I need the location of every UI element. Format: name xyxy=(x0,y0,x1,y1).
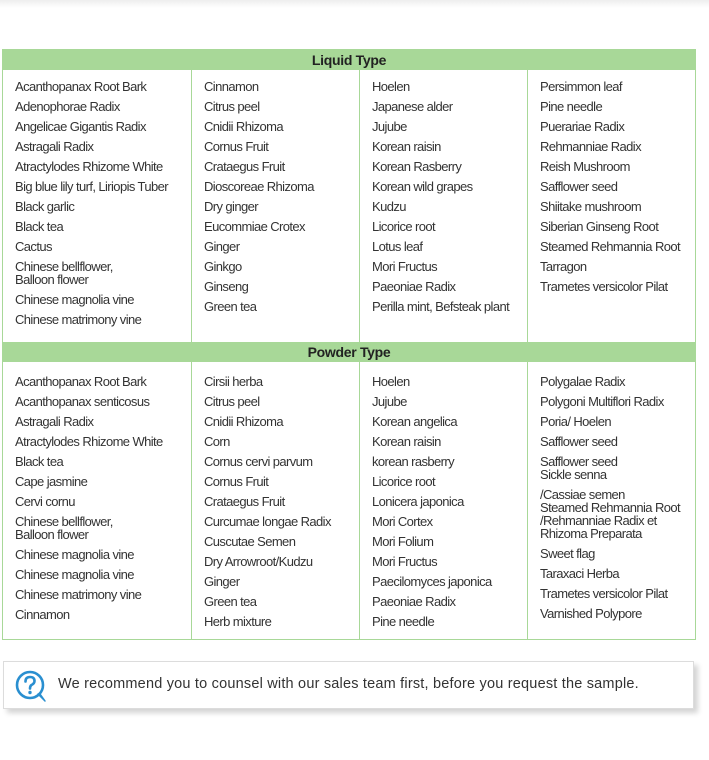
liquid-item: Steamed Rehmannia Root xyxy=(540,239,681,254)
liquid-item: Eucommiae Crotex xyxy=(204,219,305,234)
powder-item: Sweet flag xyxy=(540,546,595,561)
powder-item: Green tea xyxy=(204,594,257,609)
liquid-item: Angelicae Gigantis Radix xyxy=(15,119,146,134)
liquid-item: Siberian Ginseng Root xyxy=(540,219,659,234)
powder-item: Taraxaci Herba xyxy=(540,566,620,581)
powder-item: Corn xyxy=(204,434,230,449)
liquid-item: Big blue lily turf, Liriopis Tuber xyxy=(15,179,169,194)
powder-type-section xyxy=(3,342,695,639)
liquid-item: Chinese bellflower, Balloon flower xyxy=(15,259,113,287)
powder-item: Astragali Radix xyxy=(15,414,94,429)
powder-item: Citrus peel xyxy=(204,394,260,409)
notice-box xyxy=(3,661,694,709)
powder-item: Jujube xyxy=(372,394,407,409)
powder-item: Polygoni Multiflori Radix xyxy=(540,394,664,409)
powder-item: Mori Cortex xyxy=(372,514,433,529)
liquid-type-header: Liquid Type xyxy=(3,50,695,70)
powder-item: Korean angelica xyxy=(372,414,457,429)
liquid-item: Tarragon xyxy=(540,259,587,274)
powder-item: Hoelen xyxy=(372,374,410,389)
powder-item: Acanthopanax senticosus xyxy=(15,394,150,409)
liquid-item: Chinese magnolia vine xyxy=(15,292,134,307)
notice-text: We recommend you to counsel with our sales team first, before you request the sample. xyxy=(58,676,639,692)
powder-item: Cirsii herba xyxy=(204,374,263,389)
powder-column-3 xyxy=(359,362,527,639)
powder-item: Paecilomyces japonica xyxy=(372,574,492,589)
powder-item: Crataegus Fruit xyxy=(204,494,285,509)
liquid-item: Japanese alder xyxy=(372,99,453,114)
powder-item: Chinese bellflower, Balloon flower xyxy=(15,514,113,542)
liquid-item: Trametes versicolor Pilat xyxy=(540,279,668,294)
liquid-item: Shiitake mushroom xyxy=(540,199,642,214)
powder-item: Mori Folium xyxy=(372,534,434,549)
powder-item: Mori Fructus xyxy=(372,554,438,569)
powder-item: Ginger xyxy=(204,574,240,589)
liquid-item: Mori Fructus xyxy=(372,259,438,274)
liquid-item: Lotus leaf xyxy=(372,239,423,254)
liquid-item: Citrus peel xyxy=(204,99,260,114)
powder-item: Chinese magnolia vine xyxy=(15,567,134,582)
powder-item: Licorice root xyxy=(372,474,436,489)
liquid-item: Paeoniae Radix xyxy=(372,279,456,294)
liquid-item: Rehmanniae Radix xyxy=(540,139,641,154)
liquid-item: Black garlic xyxy=(15,199,75,214)
liquid-item: Black tea xyxy=(15,219,64,234)
powder-item: Pine needle xyxy=(372,614,435,629)
liquid-item: Jujube xyxy=(372,119,407,134)
powder-type-body xyxy=(3,362,695,639)
liquid-item: Pine needle xyxy=(540,99,603,114)
liquid-item: Cactus xyxy=(15,239,52,254)
powder-item: Acanthopanax Root Bark xyxy=(15,374,147,389)
liquid-item: Persimmon leaf xyxy=(540,79,622,94)
liquid-item: Puerariae Radix xyxy=(540,119,625,134)
powder-item: Cinnamon xyxy=(15,607,70,622)
powder-column-2 xyxy=(191,362,359,639)
powder-item: Safflower seed xyxy=(540,434,618,449)
liquid-item: Ginseng xyxy=(204,279,249,294)
liquid-item: Chinese matrimony vine xyxy=(15,312,142,327)
liquid-item: Korean wild grapes xyxy=(372,179,473,194)
powder-item: Cornus Fruit xyxy=(204,474,269,489)
liquid-column-3 xyxy=(359,70,527,342)
powder-item: Chinese matrimony vine xyxy=(15,587,142,602)
powder-item: Safflower seed Sickle senna xyxy=(540,454,618,482)
powder-item: Poria/ Hoelen xyxy=(540,414,611,429)
powder-column-4 xyxy=(527,362,695,639)
powder-item: Atractylodes Rhizome White xyxy=(15,434,163,449)
liquid-item: Korean Rasberry xyxy=(372,159,462,174)
liquid-item: Green tea xyxy=(204,299,257,314)
liquid-item: Cnidii Rhizoma xyxy=(204,119,284,134)
powder-item: Chinese magnolia vine xyxy=(15,547,134,562)
liquid-item: Licorice root xyxy=(372,219,436,234)
liquid-item: Adenophorae Radix xyxy=(15,99,120,114)
question-mark-icon xyxy=(14,669,48,703)
powder-item: Cape jasmine xyxy=(15,474,88,489)
liquid-item: Perilla mint, Befsteak plant xyxy=(372,299,510,314)
liquid-item: Dry ginger xyxy=(204,199,258,214)
powder-item: Trametes versicolor Pilat xyxy=(540,586,668,601)
powder-item: korean rasberry xyxy=(372,454,455,469)
liquid-item: Reish Mushroom xyxy=(540,159,630,174)
powder-type-header: Powder Type xyxy=(3,342,695,362)
liquid-column-1 xyxy=(3,70,191,342)
liquid-item: Cornus Fruit xyxy=(204,139,269,154)
powder-item: Cornus cervi parvum xyxy=(204,454,313,469)
liquid-type-body xyxy=(3,70,695,342)
powder-item: Dry Arrowroot/Kudzu xyxy=(204,554,313,569)
top-shade xyxy=(0,0,709,8)
liquid-item: Cinnamon xyxy=(204,79,259,94)
liquid-item: Atractylodes Rhizome White xyxy=(15,159,163,174)
powder-item: Cuscutae Semen xyxy=(204,534,296,549)
liquid-item: Ginger xyxy=(204,239,240,254)
liquid-item: Kudzu xyxy=(372,199,406,214)
liquid-item: Astragali Radix xyxy=(15,139,94,154)
powder-item: Cnidii Rhizoma xyxy=(204,414,284,429)
liquid-column-4 xyxy=(527,70,695,342)
powder-item: Paeoniae Radix xyxy=(372,594,456,609)
liquid-type-section xyxy=(3,50,695,342)
liquid-item: Ginkgo xyxy=(204,259,242,274)
liquid-column-2 xyxy=(191,70,359,342)
liquid-item: Crataegus Fruit xyxy=(204,159,285,174)
liquid-item: Hoelen xyxy=(372,79,410,94)
powder-item: Herb mixture xyxy=(204,614,272,629)
powder-item: /Cassiae semen Steamed Rehmannia Root /Rehmanniae Radix et Rhizoma Preparata xyxy=(540,487,681,541)
powder-item: Curcumae longae Radix xyxy=(204,514,331,529)
liquid-item: Korean raisin xyxy=(372,139,441,154)
liquid-item: Acanthopanax Root Bark xyxy=(15,79,147,94)
liquid-item: Safflower seed xyxy=(540,179,618,194)
powder-item: Black tea xyxy=(15,454,64,469)
liquid-item: Dioscoreae Rhizoma xyxy=(204,179,314,194)
powder-item: Varnished Polypore xyxy=(540,606,642,621)
powder-item: Cervi cornu xyxy=(15,494,75,509)
powder-item: Lonicera japonica xyxy=(372,494,464,509)
powder-item: Polygalae Radix xyxy=(540,374,625,389)
product-table xyxy=(2,49,696,640)
powder-item: Korean raisin xyxy=(372,434,441,449)
powder-column-1 xyxy=(3,362,191,639)
